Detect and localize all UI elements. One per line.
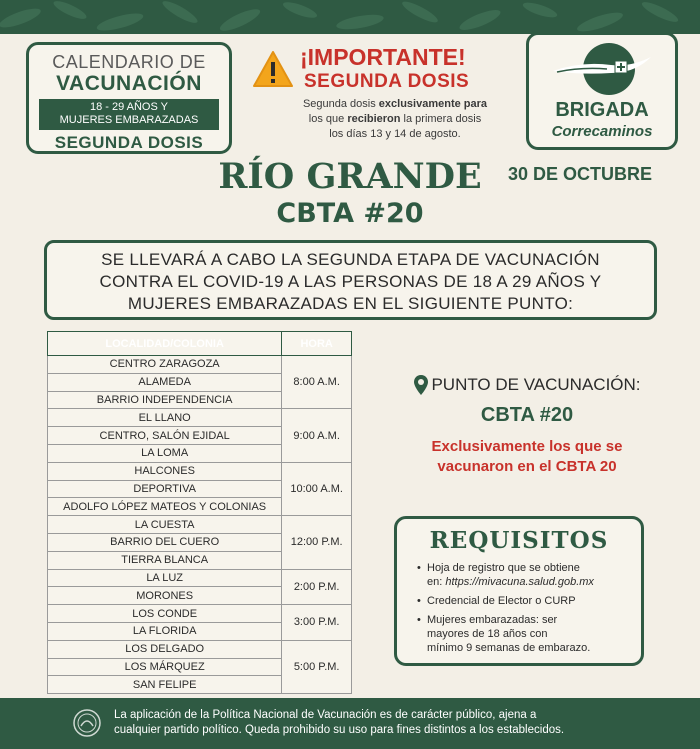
calendar-card — [26, 42, 232, 154]
time-cell: 8:00 A.M. — [282, 356, 352, 409]
point-note — [382, 437, 672, 477]
time-cell: 5:00 P.M. — [282, 640, 352, 693]
footer-text — [114, 708, 674, 738]
calendar-age-bar — [39, 99, 219, 130]
notice-box — [44, 240, 657, 320]
important-text-f: los días 13 y 14 de agosto. — [329, 128, 461, 140]
notice-line1: SE LLEVARÁ A CABO LA SEGUNDA ETAPA DE VACUNACIÓN — [101, 250, 600, 269]
location-cell: CENTRO, SALÓN EJIDAL — [48, 427, 282, 445]
time-cell: 2:00 P.M. — [282, 569, 352, 605]
important-text-d: recibieron — [347, 113, 401, 125]
requirement-item — [417, 561, 639, 589]
important-text-e: la primera dosis — [400, 113, 482, 125]
location-cell: EL LLANO — [48, 409, 282, 427]
calendar-line1: CALENDARIO DE — [52, 52, 206, 72]
requirement-3b: mayores de 18 años con — [427, 628, 548, 640]
time-cell: 12:00 P.M. — [282, 516, 352, 569]
requirement-item — [417, 613, 639, 655]
top-decorative-band — [0, 0, 700, 34]
warning-icon — [252, 50, 294, 88]
city-title: RÍO GRANDE — [218, 156, 482, 197]
important-subtitle: SEGUNDA DOSIS — [304, 71, 470, 92]
school-title: CBTA #20 — [276, 198, 424, 229]
location-cell: LA LUZ — [48, 569, 282, 587]
important-text — [270, 97, 520, 142]
location-cell: SAN FELIPE — [48, 676, 282, 694]
time-cell: 9:00 A.M. — [282, 409, 352, 462]
location-cell: MORONES — [48, 587, 282, 605]
location-cell: LA LOMA — [48, 444, 282, 462]
vaccination-point — [382, 374, 672, 477]
location-cell: TIERRA BLANCA — [48, 551, 282, 569]
location-cell: LOS MÁRQUEZ — [48, 658, 282, 676]
location-cell: CENTRO ZARAGOZA — [48, 356, 282, 374]
requirement-item — [417, 594, 639, 608]
important-text-a: Segunda dosis — [302, 98, 379, 110]
requirement-2: Credencial de Elector o CURP — [427, 595, 576, 607]
time-cell: 10:00 A.M. — [282, 462, 352, 515]
table-row — [48, 516, 352, 534]
table-row — [48, 462, 352, 480]
location-pin-icon — [413, 374, 429, 396]
requirements-title: REQUISITOS — [429, 527, 609, 554]
requirement-1a: Hoja de registro que se obtiene — [427, 562, 580, 574]
header-time: HORA — [282, 332, 352, 356]
calendar-bar-line1: 18 - 29 AÑOS Y — [89, 101, 169, 113]
footer-line2: cualquier partido político. Queda prohibido su uso para fines distintos a los establecidos. — [114, 724, 565, 736]
table-row — [48, 605, 352, 623]
table-row — [48, 356, 352, 374]
table-row — [48, 640, 352, 658]
time-cell: 3:00 P.M. — [282, 605, 352, 641]
schedule-header-row — [48, 332, 352, 356]
header-location: LOCALIDAD/COLONIA — [48, 332, 282, 356]
important-text-b: exclusivamente para — [378, 98, 488, 110]
requirement-3c: mínimo 9 semanas de embarazo. — [427, 642, 591, 654]
requirements-box — [394, 516, 644, 666]
important-notice — [250, 42, 520, 152]
location-cell: HALCONES — [48, 462, 282, 480]
brigade-title: BRIGADA — [555, 99, 649, 121]
seal-icon — [72, 708, 102, 738]
point-value: CBTA #20 — [480, 404, 574, 426]
point-note-line2: vacunaron en el CBTA 20 — [437, 458, 617, 475]
requirement-url: https://mivacuna.salud.gob.mx — [445, 576, 594, 588]
location-cell: DEPORTIVA — [48, 480, 282, 498]
footer — [0, 698, 700, 749]
requirement-1b: en: — [427, 576, 446, 588]
location-cell: BARRIO DEL CUERO — [48, 533, 282, 551]
important-text-c: los que — [308, 113, 348, 125]
footer-line1: La aplicación de la Política Nacional de Vacunación es de carácter público, ajena a — [114, 709, 537, 721]
requirement-3a: Mujeres embarazadas: ser — [427, 614, 558, 626]
location-cell: ADOLFO LÓPEZ MATEOS Y COLONIAS — [48, 498, 282, 516]
leaf-pattern-icon — [0, 0, 700, 34]
location-cell: LA CUESTA — [48, 516, 282, 534]
point-note-line1: Exclusivamente los que se — [431, 438, 623, 455]
notice-line3: MUJERES EMBARAZADAS EN EL SIGUIENTE PUNTO: — [127, 294, 574, 313]
requirements-list — [417, 561, 639, 660]
brigade-card — [526, 32, 678, 150]
notice-line2: CONTRA EL COVID-19 A LAS PERSONAS DE 18 A 29 AÑOS Y — [99, 272, 602, 291]
location-cell: LOS DELGADO — [48, 640, 282, 658]
event-date: 30 DE OCTUBRE — [508, 164, 653, 184]
calendar-line2: VACUNACIÓN — [56, 72, 202, 95]
schedule-table — [47, 331, 352, 694]
important-title: ¡IMPORTANTE! — [300, 44, 466, 70]
table-row — [48, 409, 352, 427]
location-cell: LA FLORIDA — [48, 622, 282, 640]
logo-icon — [551, 41, 655, 97]
calendar-bar-line2: MUJERES EMBARAZADAS — [59, 114, 199, 126]
brigade-subtitle: Correcaminos — [551, 123, 653, 140]
point-label: PUNTO DE VACUNACIÓN: — [431, 375, 641, 394]
table-row — [48, 569, 352, 587]
location-cell: ALAMEDA — [48, 373, 282, 391]
location-cell: BARRIO INDEPENDENCIA — [48, 391, 282, 409]
location-cell: LOS CONDE — [48, 605, 282, 623]
calendar-line3: SEGUNDA DOSIS — [54, 133, 204, 152]
